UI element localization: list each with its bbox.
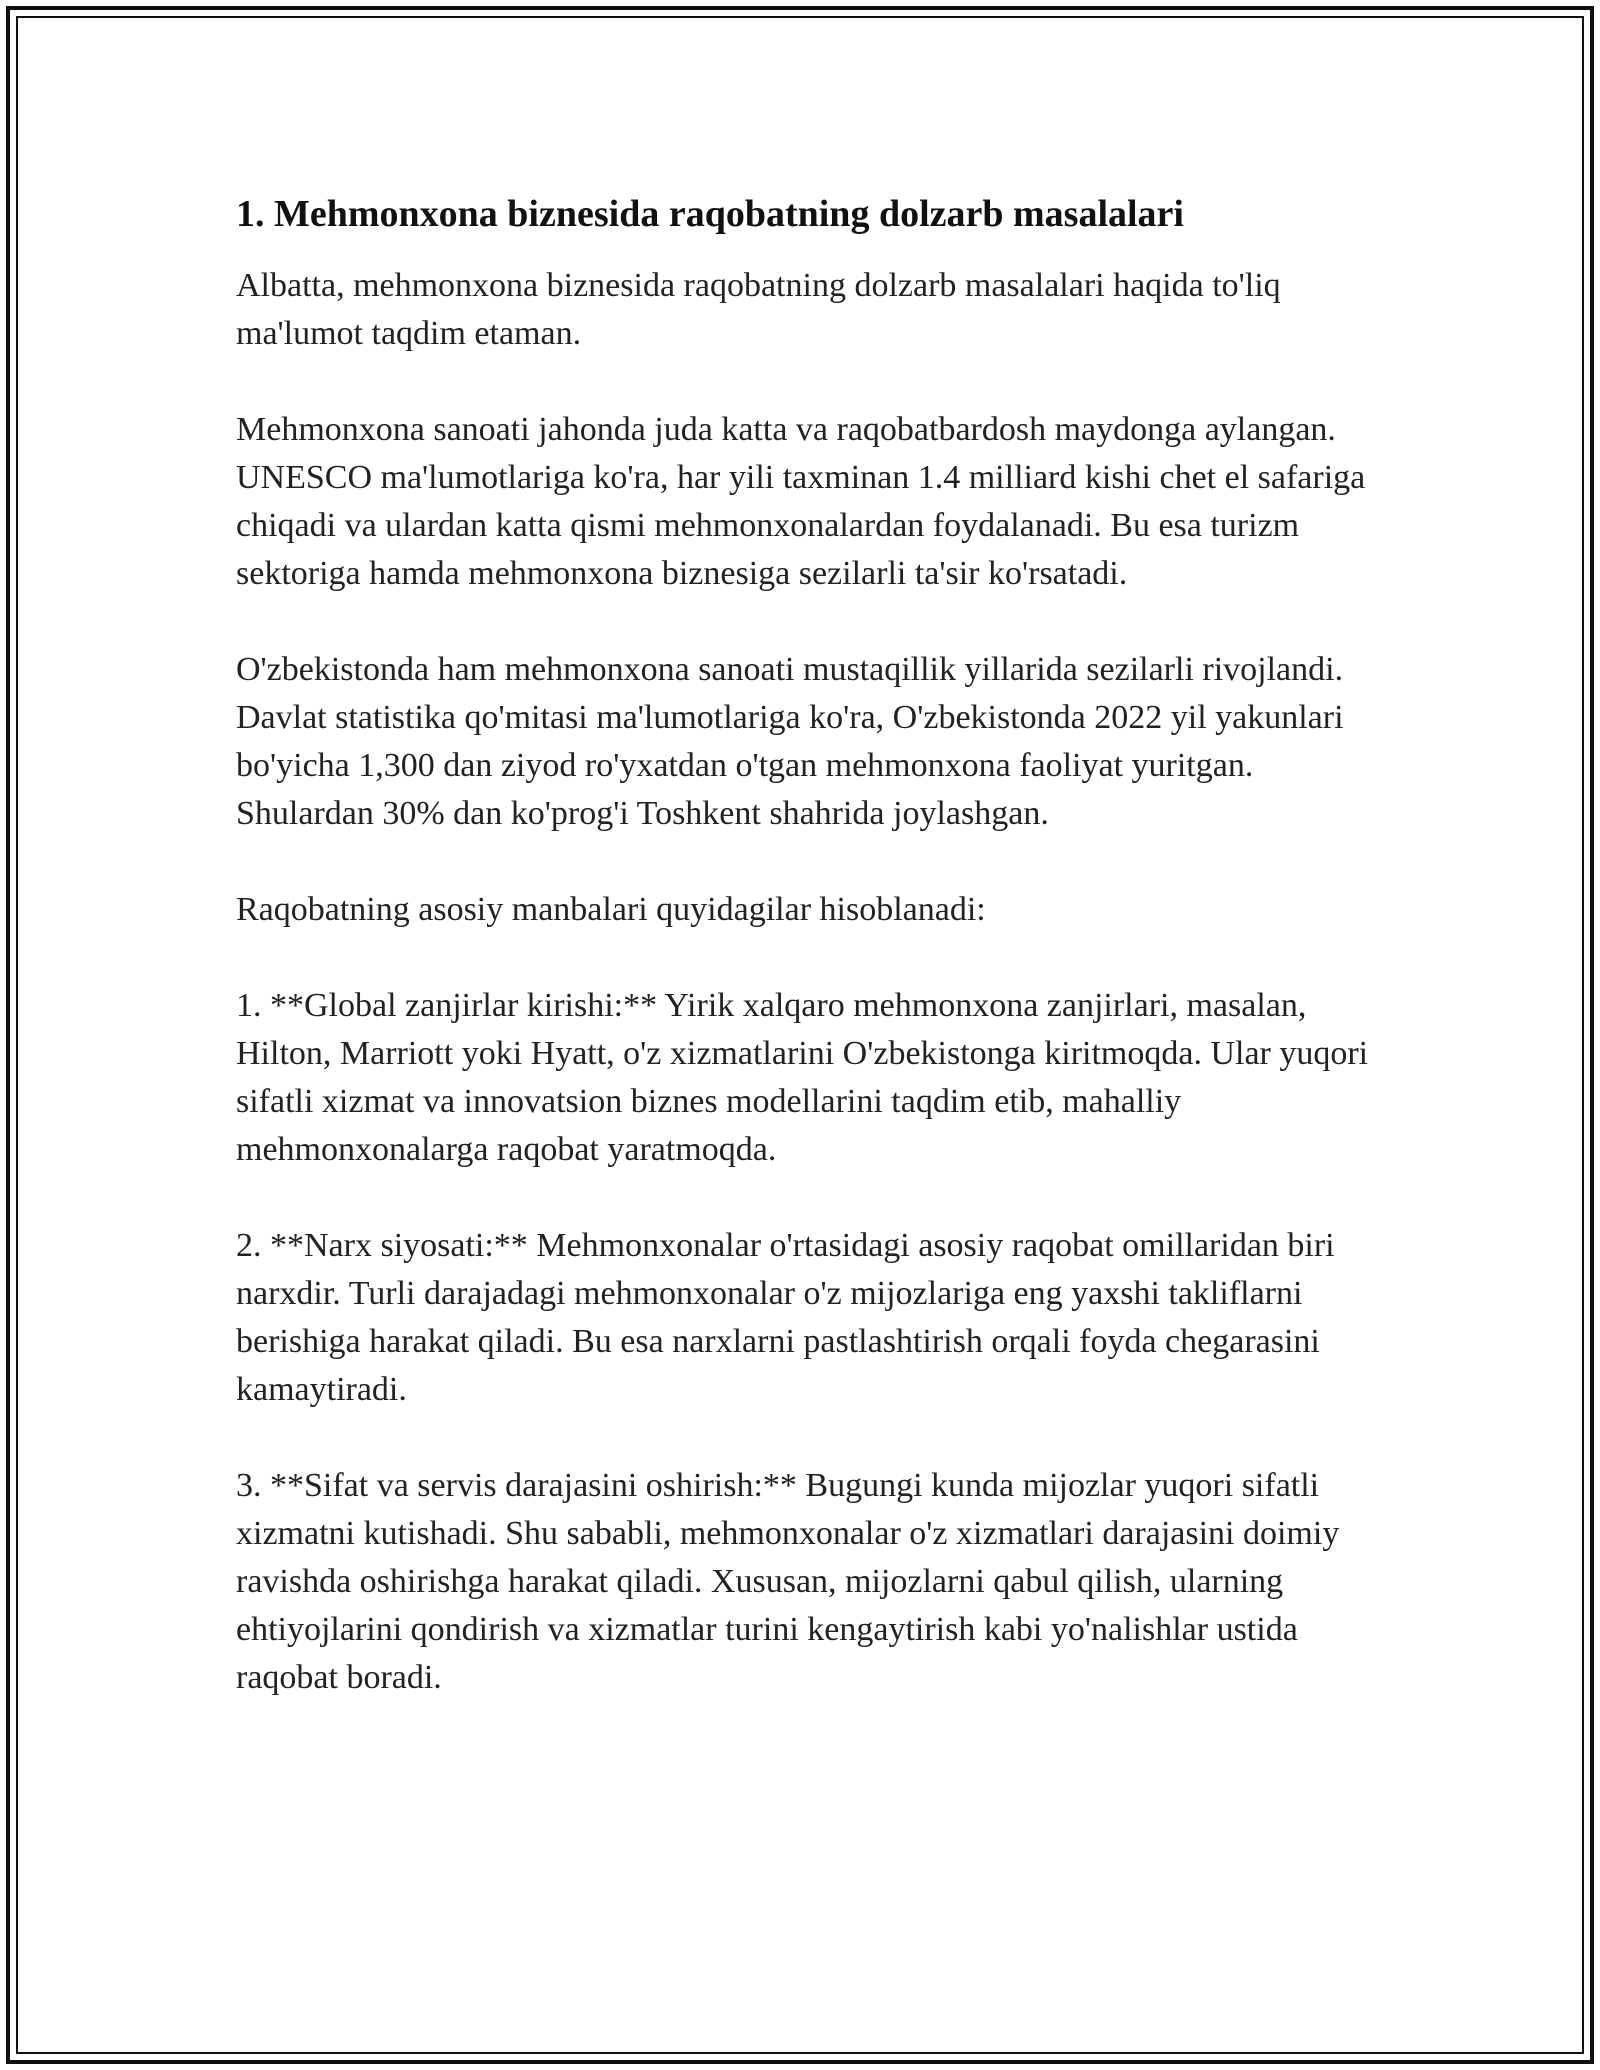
paragraph-uzbekistan-stats: O'zbekistonda ham mehmonxona sanoati mustaqillik yillarida sezilarli rivojlandi. Davlat statistika qo'mitasi ma'lumotlariga ko'ra, O'zbekistonda 2022 yil yakunlari bo'yicha 1,300 dan ziyod ro'yxatdan o'tgan mehmonxona faoliyat yuritgan. Shulardan 30% dan ko'prog'i Toshkent shahrida joylashgan. [236, 651, 1344, 832]
list-item-global-chains: 1. **Global zanjirlar kirishi:** Yirik xalqaro mehmonxona zanjirlari, masalan, Hilton, Marriott yoki Hyatt, o'z xizmatlarini O'zbekistonga kiritmoqda. Ular yuqori sifatli xizmat va innovatsion biznes modellarini taqdim etib, mahalliy mehmonxonalarga raqobat yaratmoqda. [236, 987, 1369, 1168]
document-title: 1. Mehmonxona biznesida raqobatning dolzarb masalalari [236, 193, 1184, 235]
paragraph-intro: Albatta, mehmonxona biznesida raqobatning dolzarb masalalari haqida to'liq ma'lumot taqdim etaman. [236, 267, 1281, 352]
paragraph-sources-heading: Raqobatning asosiy manbalari quyidagilar hisoblanadi: [236, 891, 986, 928]
list-item-service-quality: 3. **Sifat va servis darajasini oshirish:** Bugungi kunda mijozlar yuqori sifatli xizmatni kutishadi. Shu sababli, mehmonxonalar o'z xizmatlari darajasini doimiy ravishda oshirishga harakat qiladi. Xususan, mijozlarni qabul qilish, ularning ehtiyojlarini qondirish va xizmatlar turini kengaytirish kabi yo'nalishlar ustida raqobat boradi. [236, 1467, 1340, 1696]
paragraph-global-industry: Mehmonxona sanoati jahonda juda katta va raqobatbardosh maydonga aylangan. UNESCO ma'lumotlariga ko'ra, har yili taxminan 1.4 milliard kishi chet el safariga chiqadi va ulardan katta qismi mehmonxonalardan foydalanadi. Bu esa turizm sektoriga hamda mehmonxona biznesiga sezilarli ta'sir ko'rsatadi. [236, 411, 1366, 592]
list-item-pricing-policy: 2. **Narx siyosati:** Mehmonxonalar o'rtasidagi asosiy raqobat omillaridan biri narxdir. Turli darajadagi mehmonxonalar o'z mijozlariga eng yaxshi takliflarni berishiga harakat qiladi. Bu esa narxlarni pastlashtirish orqali foyda chegarasini kamaytiradi. [236, 1227, 1335, 1408]
document-body [236, 188, 1376, 1750]
